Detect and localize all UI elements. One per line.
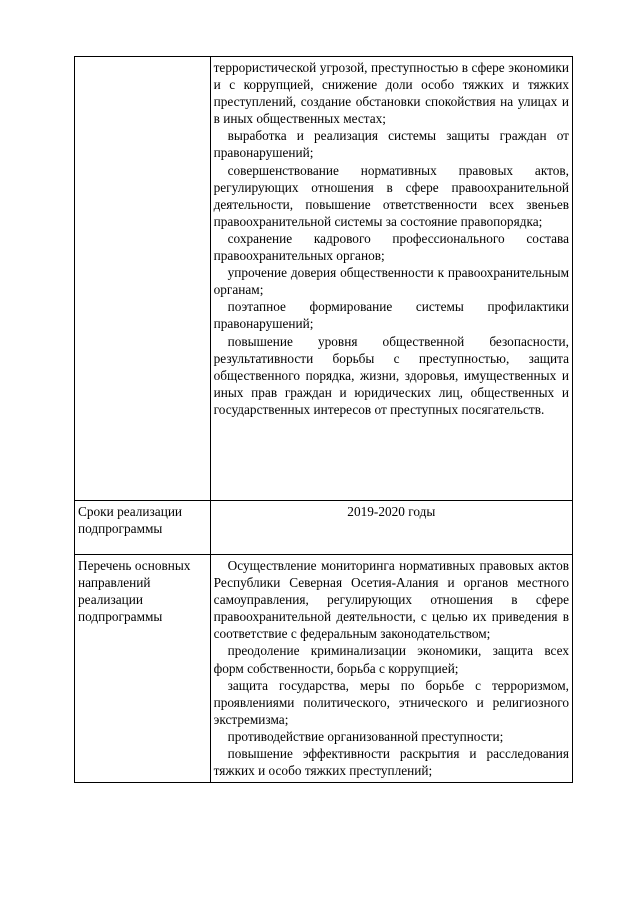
goals-paragraph: совершенствование нормативных правовых актов, регулирующих отношения в сфере правоохранительной деятельности, повышение ответственности всех звеньев правоохранительной системы за состояние правопорядка;	[213, 162, 569, 229]
row-label-timeline: Сроки реализации подпрограммы	[75, 501, 211, 555]
directions-paragraph: повышение эффективности раскрытия и расследования тяжких и особо тяжких преступлений;	[213, 746, 569, 779]
row-label-directions: Перечень основных направлений реализации подпрограммы	[75, 555, 211, 783]
goals-paragraph: выработка и реализация системы защиты граждан от правонарушений;	[213, 128, 569, 161]
directions-paragraph: противодействие организованной преступности;	[227, 728, 504, 744]
table-row-timeline	[75, 501, 573, 555]
directions-paragraph: защита государства, меры по борьбе с терроризмом, проявлениями политического, этнического и религиозного экстремизма;	[213, 677, 569, 727]
row-content-timeline	[210, 501, 572, 555]
table-row-goals	[75, 57, 573, 501]
directions-paragraph: Осуществление мониторинга нормативных правовых актов Республики Северная Осетия-Алания и органов местного самоуправления, регулирующих отношения в сфере правоохранительной деятельности, с целью их приведения в соответствие с федеральным законодательством;	[213, 558, 569, 642]
goals-paragraph: повышение уровня общественной безопасности, результативности борьбы с преступностью, защита общественного порядка, жизни, здоровья, имущественных и иных прав граждан и юридических лиц, общественных и государственных интересов от преступных посягательств.	[213, 333, 569, 417]
goals-paragraph: поэтапное формирование системы профилактики правонарушений;	[213, 299, 569, 332]
table-row-directions	[75, 555, 573, 783]
timeline-value: 2019-2020 годы	[347, 504, 436, 519]
directions-paragraph: преодоление криминализации экономики, защита всех форм собственности, борьба с коррупцией;	[213, 643, 569, 676]
goals-paragraph: сохранение кадрового профессионального состава правоохранительных органов;	[213, 230, 569, 264]
row-content-directions	[210, 555, 572, 783]
row-content-goals	[210, 57, 572, 501]
row-label-empty	[75, 57, 211, 501]
goals-paragraph: террористической угрозой, преступностью в сфере экономики и с коррупцией, снижение доли особо тяжких и тяжких преступлений, создание обстановки спокойствия на улицах и в иных общественных местах;	[213, 60, 569, 127]
goals-paragraph: упрочение доверия общественности к правоохранительным органам;	[213, 265, 569, 298]
passport-table	[74, 56, 573, 783]
